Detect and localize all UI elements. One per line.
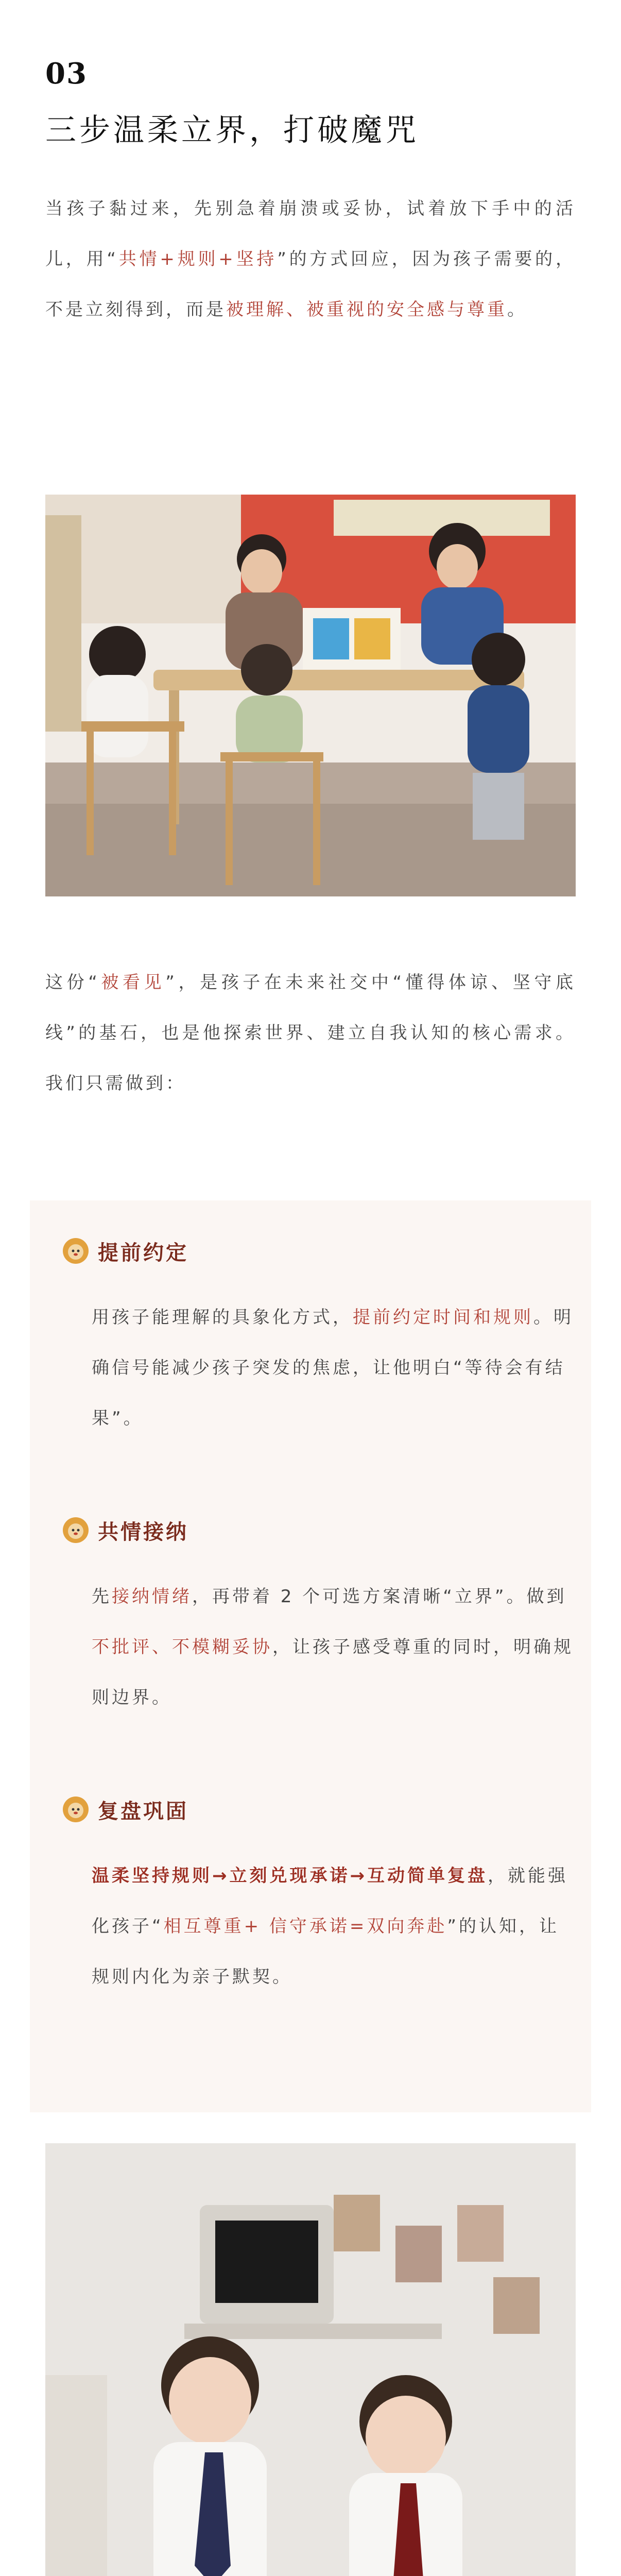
intro-highlight-2: 被理解、被重视的安全感与尊重 — [226, 299, 507, 320]
step-item-3 — [62, 1789, 577, 2002]
step-label-1: 提前约定 — [98, 1241, 188, 1265]
middle-highlight: 被看见 — [99, 972, 166, 993]
step-2-text-a: 先 — [92, 1586, 112, 1607]
middle-text-2: ”，是孩子在未来社交中“懂得体谅、坚守底线”的基石，也是他探索世界、建立自我认知的核心需求。我们只需做到： — [45, 972, 576, 1094]
step-text-2 — [92, 1571, 577, 1723]
section-title: 三步温柔立界，打破魔咒 — [45, 112, 419, 148]
step-text-3 — [92, 1851, 577, 2002]
step-text-1 — [92, 1292, 577, 1444]
intro-text-3: 。 — [507, 299, 527, 320]
middle-text-1: 这份“ — [45, 972, 100, 993]
step-2-text-c: ，让孩子感受尊重的同时，明确规则边界。 — [92, 1637, 574, 1708]
intro-paragraph — [45, 183, 576, 335]
step-3-highlight-2: 相互尊重+ 信守承诺=双向奔赴 — [163, 1916, 447, 1937]
step-label-2: 共情接纳 — [98, 1520, 188, 1544]
step-1-text-b: 。明确信号能减少孩子突发的焦虑，让他明白“等待会有结果”。 — [92, 1307, 574, 1429]
lion-icon — [62, 1795, 90, 1823]
step-header-3 — [62, 1789, 577, 1830]
step-header-1 — [62, 1230, 577, 1272]
steps-card — [30, 1200, 591, 2112]
step-2-highlight-2: 不批评、不模糊妥协 — [92, 1637, 272, 1657]
lion-icon — [62, 1516, 90, 1544]
step-1-text-a: 用孩子能理解的具象化方式， — [92, 1307, 353, 1328]
intro-highlight-1: 共情+规则+坚持 — [118, 249, 278, 269]
middle-paragraph — [45, 957, 576, 1109]
step-item-2 — [62, 1510, 577, 1723]
step-2-text-b: ，再带着 2 个可选方案清晰“立界”。做到 — [192, 1586, 567, 1607]
toddlers-photo — [45, 2143, 576, 2576]
step-2-highlight-1: 接纳情绪 — [112, 1586, 192, 1607]
intro-text-1: 当孩子黏过来，先别急着崩溃或妥协，试着放下手中的活儿，用“ — [45, 198, 576, 269]
classroom-illustration — [45, 495, 576, 896]
step-header-2 — [62, 1510, 577, 1551]
step-3-text-b: ”的认知，让规则内化为亲子默契。 — [92, 1916, 560, 1987]
classroom-photo — [45, 495, 576, 896]
lion-icon — [62, 1237, 90, 1265]
step-item-1 — [62, 1230, 577, 1444]
step-3-highlight-1: 温柔坚持规则→立刻兑现承诺→互动简单复盘 — [92, 1866, 488, 1886]
step-3-text-a: ，就能强化孩子“ — [92, 1866, 568, 1937]
toddlers-illustration — [45, 2143, 576, 2576]
section-number: 03 — [45, 57, 88, 91]
step-label-3: 复盘巩固 — [98, 1799, 188, 1823]
step-1-highlight: 提前约定时间和规则 — [353, 1307, 533, 1328]
intro-text-2: ”的方式回应，因为孩子需要的，不是立刻得到，而是 — [45, 249, 576, 320]
